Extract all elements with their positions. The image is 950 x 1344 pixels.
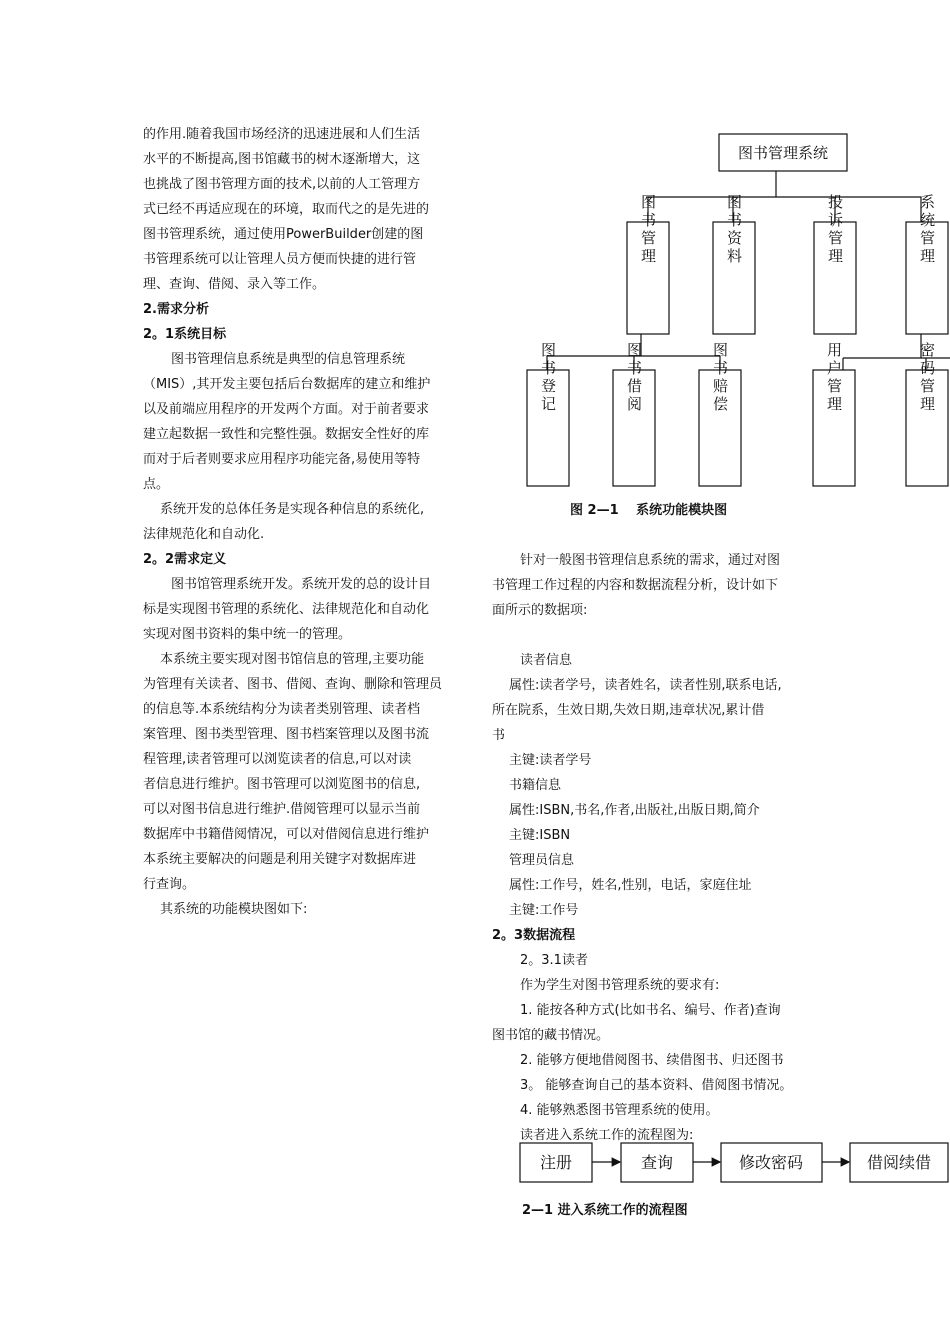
- diagram-caption: 图 2—1 系统功能模块图: [570, 503, 728, 518]
- paragraph-line: 数据库中书籍借阅情况，可以对借阅信息进行维护: [143, 827, 430, 842]
- paragraph-line: 书管理系统可以让管理人员方便而快捷的进行管: [143, 252, 417, 267]
- section-heading: 2。3数据流程: [492, 928, 576, 943]
- paragraph-line: 的作用.随着我国市场经济的迅速进展和人们生活: [143, 127, 421, 142]
- paragraph-line: 也挑战了图书管理方面的技术,以前的人工管理方: [143, 177, 421, 192]
- paragraph-line: 属性:读者学号，读者姓名，读者性别,联系电话,: [509, 678, 782, 693]
- paragraph-line: 水平的不断提高,图书馆藏书的树木逐渐增大，这: [143, 152, 421, 167]
- module-diagram: [0, 0, 950, 500]
- paragraph-line: 2. 能够方便地借阅图书、续借图书、归还图书: [520, 1053, 784, 1068]
- paragraph-line: 3。 能够查询自己的基本资料、借阅图书情况。: [520, 1078, 793, 1093]
- paragraph-line: 图书管理系统，通过使用PowerBuilder创建的图: [143, 227, 424, 242]
- right-text-column: [492, 548, 822, 1148]
- diagram-l1-label: 投诉管理: [826, 194, 844, 266]
- blank-line: [492, 623, 822, 648]
- paragraph-line: 法律规范化和自动化.: [143, 527, 265, 542]
- section-heading: 2。2需求定义: [143, 552, 227, 567]
- paragraph-line: 4. 能够熟悉图书管理系统的使用。: [520, 1103, 719, 1118]
- paragraph-line: 书管理工作过程的内容和数据流程分析，设计如下: [492, 578, 779, 593]
- paragraph-line: 案管理、图书类型管理、图书档案管理以及图书流: [143, 727, 430, 742]
- diagram-l1-label: 系统管理: [918, 194, 936, 266]
- paragraph-line: 建立起数据一致性和完整性强。数据安全性好的库: [143, 427, 430, 442]
- paragraph-line: 图书馆的藏书情况。: [492, 1028, 610, 1043]
- paragraph-line: 读者进入系统工作的流程图为:: [520, 1128, 694, 1143]
- paragraph-line: 标是实现图书管理的系统化、法律规范化和自动化: [143, 602, 430, 617]
- paragraph-line: 实现对图书资料的集中统一的管理。: [143, 627, 352, 642]
- section-heading: 2.需求分析: [143, 302, 209, 317]
- paragraph-line: 面所示的数据项:: [492, 603, 588, 618]
- paragraph-line: 而对于后者则要求应用程序功能完备,易使用等特: [143, 452, 421, 467]
- paragraph-line: 作为学生对图书管理系统的要求有:: [520, 978, 720, 993]
- flow-step-label: 注册: [539, 1153, 573, 1172]
- flow-diagram: [0, 1130, 950, 1200]
- paragraph-line: 图书管理信息系统是典型的信息管理系统: [171, 352, 406, 367]
- diagram-l1-label: 图书资料: [725, 194, 743, 266]
- diagram-l2-label: 密码管理: [918, 342, 936, 414]
- paragraph-line: 本系统主要实现对图书馆信息的管理,主要功能: [160, 652, 425, 667]
- paragraph-line: 式已经不再适应现在的环境，取而代之的是先进的: [143, 202, 430, 217]
- paragraph-line: 点。: [143, 477, 170, 492]
- paragraph-line: 属性:ISBN,书名,作者,出版社,出版日期,简介: [509, 803, 760, 818]
- paragraph-line: 2。3.1读者: [520, 953, 588, 968]
- paragraph-line: 书籍信息: [509, 778, 562, 793]
- flow-caption: 2—1 进入系统工作的流程图: [522, 1203, 688, 1218]
- paragraph-line: 管理员信息: [509, 853, 575, 868]
- paragraph-line: 主键:工作号: [509, 903, 579, 918]
- paragraph-line: （MIS）,其开发主要包括后台数据库的建立和维护: [143, 377, 431, 392]
- section-heading: 2。1系统目标: [143, 327, 227, 342]
- diagram-l2-label: 用户管理: [825, 342, 843, 414]
- flow-step-label: 查询: [640, 1153, 674, 1172]
- paragraph-line: 本系统主要解决的问题是利用关键字对数据库进: [143, 852, 417, 867]
- flow-step-label: 修改密码: [738, 1153, 804, 1172]
- paragraph-line: 其系统的功能模块图如下:: [160, 902, 308, 917]
- paragraph-line: 以及前端应用程序的开发两个方面。对于前者要求: [143, 402, 430, 417]
- paragraph-line: 为管理有关读者、图书、借阅、查询、删除和管理员: [143, 677, 443, 692]
- diagram-root-label: 图书管理系统: [737, 144, 829, 162]
- paragraph-line: 属性:工作号，姓名,性别，电话，家庭住址: [509, 878, 752, 893]
- diagram-l2-label: 图书赔偿: [711, 342, 729, 414]
- paragraph-line: 图书馆管理系统开发。系统开发的总的设计目: [171, 577, 432, 592]
- paragraph-line: 书: [492, 728, 506, 743]
- diagram-l2-label: 图书借阅: [625, 342, 643, 414]
- flow-step-label: 借阅续借: [866, 1153, 932, 1172]
- paragraph-line: 理、查询、借阅、录入等工作。: [143, 277, 326, 292]
- paragraph-line: 主键:ISBN: [509, 828, 571, 843]
- paragraph-line: 程管理,读者管理可以浏览读者的信息,可以对读: [143, 752, 412, 767]
- paragraph-line: 者信息进行维护。图书管理可以浏览图书的信息,: [143, 777, 421, 792]
- paragraph-line: 主键:读者学号: [509, 753, 592, 768]
- paragraph-line: 针对一般图书管理信息系统的需求，通过对图: [520, 553, 781, 568]
- paragraph-line: 的信息等.本系统结构分为读者类别管理、读者档: [143, 702, 421, 717]
- paragraph-line: 读者信息: [520, 653, 573, 668]
- paragraph-line: 1. 能按各种方式(比如书名、编号、作者)查询: [520, 1003, 781, 1018]
- paragraph-line: 系统开发的总体任务是实现各种信息的系统化,: [160, 502, 425, 517]
- diagram-l2-label: 图书登记: [539, 342, 557, 414]
- paragraph-line: 所在院系，生效日期,失效日期,违章状况,累计借: [492, 703, 765, 718]
- diagram-l1-label: 图书管理: [639, 194, 657, 266]
- paragraph-line: 行查询。: [143, 877, 196, 892]
- paragraph-line: 可以对图书信息进行维护.借阅管理可以显示当前: [143, 802, 421, 817]
